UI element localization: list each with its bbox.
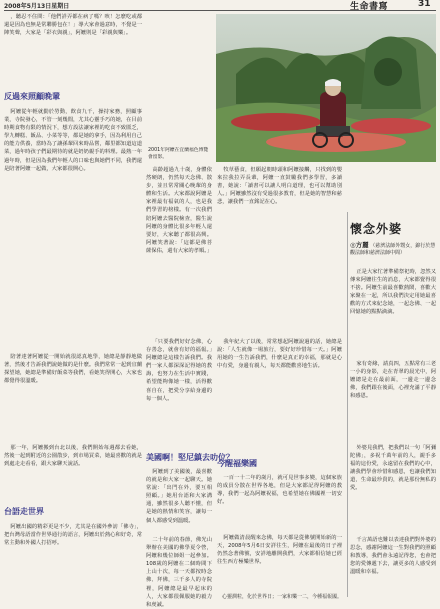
article-photo: [216, 14, 436, 162]
author-name: ◎方麗: [350, 241, 369, 249]
paragraph: 阿嬤做清晨醒來念佛，每天都是從佛號開始新的一天，2008年5月6日安詳往生，阿嬤在最後的日子裡仍然念著佛號，安詳地離開我們，大家都相信她已經往生西方極樂世界。: [217, 535, 342, 566]
paragraph: 家有奇緣，請真四，五點常有三老一小的身影，走在青翠的晨光中，阿嬤總是走在最前面，一邊走一邊念佛，我們跟在後面，心裡充滿了平靜和感恩。: [350, 361, 436, 400]
paragraph: 千言萬語也難以表達我們對外婆的思念，感謝阿嬤這一生對我們的照顧和教導，我們會永遠記得您，也會把您的愛傳遞下去，讓更多的人感受到溫暖和幸福。: [350, 537, 436, 576]
paragraph: 阿嬤從年輕就勤於勞動，飲食九千，操持家務，照顧事業，寺院發心，不管一刻幾閒，尤其心靈手巧的她，在目前時期食物有限的情況下，想方設法讓家裡的吃食不致匱乏，學九轉糕、飯品、小菜等等，都是她的拿手，因為利用自己的能力供養，當時為了讓孫輩回來時品嘗，鄰里都知道這道菜，過年時孩子們最期待的就是奶奶親手的料理。最熱一年過年時，但是因為我們年輕人的口味也與她們不同，我們還是陪著阿嬤一起做，大家都很開心。: [4, 109, 142, 172]
paragraph: 阿嬤到了美國後，最喜歡的就是和大家一起聊天。她常說：「出門在外，要互相照顧。」她用台語和大家溝通，雖然很多人聽不懂，但是她的熱情和笑容，讓每一個人都感受到溫暖。: [146, 469, 212, 524]
section-heading: 反過來照顧晚輩: [4, 92, 60, 101]
paragraph: 一百一十二年的歲月，就可見世事多變，這個家族的成員分散在世界各地，但是大家都記得阿嬤的教導，我們一起為阿嬤祝福，也希望她在佛國裡一切安好。: [217, 475, 342, 506]
section-heading: 今醒福樂國: [217, 459, 257, 468]
issue-date: 2008年5月13日星期日: [4, 3, 70, 10]
paragraph: 正是大家忙著準備祭祀時，忽然又傳來阿嬤往生的消息，大家都覺得很不捨。阿嬤生前最喜歡熱鬧，喜歡大家聚在一起，所以我們決定用她最喜歡的方式來紀念她，一起念佛、一起回憶她的點點滴滴。: [350, 269, 436, 316]
section-heading: 台語走世界: [4, 507, 44, 516]
paragraph: ，聽忍不住問：「他們詳弄都在病了嗎？咳！怎麼吃或都還是因為也無是常聯勝包在！」導大家會過意時，不覺是一陣笑聲，大家是「彩衣與親」，阿嬤則是「彩親與樂」。: [4, 14, 142, 37]
paragraph: 高齡超過九十歲，身體依然硬朗，仍然每天念佛、散步，並且常常關心晚輩的身體和生活。大家都說阿嬤是家裡最有福氣的人，也是我們學習的榜樣。有一次我們陪阿嬤去醫院檢查，醫生說阿嬤的身體比很多年輕人還要好，大家聽了都很高興。阿嬤笑著說：「這都是佛菩薩保佑，還有大家的孝順。」: [146, 167, 213, 254]
author-note: （慈濟法師外甥女，錦行於慧觀法師和慈濟法師中間）: [350, 243, 436, 256]
author-byline: [350, 242, 436, 257]
paragraph: 外婆見我們，把我們以一句「阿彌陀佛」，多祝千萬年前的人，親手多福的這份愛，永遠留在我們的心中，讓我們學會珍惜和感恩，也讓我們知道，生命最珍貴的，就是那份無私的愛。: [350, 445, 436, 492]
garden-photo-image: [216, 14, 436, 162]
page-number: 31: [418, 0, 431, 9]
paragraph: 二十年前的春節，佛光山舉辦在美國的佛學夏令營，阿嬤和幾位師姐一起參加。108歲的阿嬤在二個時間下上山十次，每一天都按時念佛、拜佛，三千多人的寺院裡，阿嬤總是最早起床的人，大家都很佩服她的毅力和虔誠。: [146, 537, 212, 608]
paragraph: 陪著達著阿嬤從一開始就很認真地學，她總是靜靜地做著，然後才告訴我們說她做的是什麼。我們常常一起到宜蘭探望她，她總是準備好飯菜等我們，看她笑得開心，大家也都覺得很溫暖。: [4, 354, 142, 385]
section-heading: 美國啊！堅尼鎮去叻位？: [146, 453, 234, 462]
paragraph: 那一年，阿嬤搬到台北以後，我們開始每週都去看她，然後一起到附近的公園散步，到市場買菜，她最喜歡的就是到處走走看看，跟大家聊天說話。: [4, 445, 142, 468]
section-name: 生命書寫: [350, 2, 389, 12]
paragraph: 牧草藝食，但願起朝時頭和阿嬤接觸，只找到的嬰來拉我拉弄長輩，阿嬤一直鼓勵我們多學習，多讀書，她說：「讀書可以讓人明白道理，也可以幫助別人。」阿嬤雖然沒有受過很多教育，但是她的智慧和慈悲，讓我們一直銘記在心。: [217, 167, 342, 206]
article-title: 懷念外婆: [350, 222, 403, 236]
paragraph: 「只要我們好好念佛，心存善念，就會有好的福報。」阿嬤總是這樣告訴我們。我們一家人都深深記得她的教誨，也努力在生活中實踐，希望能夠像她一樣，活得歡喜自在，把愛分享給身邊的每一個人。: [146, 339, 212, 402]
page-footer: 心靈潤粒，化於世界日；一家和樂一二，今種福報國。: [222, 594, 343, 600]
column-divider: [347, 212, 348, 597]
paragraph: 阿嬤出國的精彩更是不少，尤其是在國外參訪「佛寺」，把台灣母語當作世界通行的語言，阿嬤出於熱心和好奇，常常主動和外國人打招呼。: [4, 524, 142, 547]
paragraph: 我年紀大了以後，常常想起阿嬤說過的話，她總是說：「人生就像一場旅行，要好好珍惜每一天。」阿嬤用她的一生告訴我們，什麼是真正的幸福，那就是心中有愛，身邊有親人，每天都能歡喜地生活。: [217, 339, 342, 370]
header-rule: [4, 10, 436, 11]
photo-caption: 2001年阿嬤在宜蘭福色博覽會留影。: [148, 148, 209, 160]
